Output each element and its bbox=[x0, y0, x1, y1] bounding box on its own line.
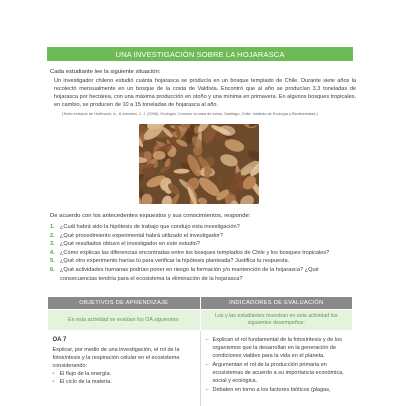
questions-lead: De acuerdo con los antecedentes expuestos y sus conocimientos, responde: bbox=[50, 213, 250, 219]
indicator-list bbox=[206, 336, 349, 394]
question-item bbox=[50, 232, 356, 241]
question-text: ¿Qué otro experimento harías tú para verificar la hipótesis planteada? Justifica tu respuesta. bbox=[60, 257, 356, 266]
question-item bbox=[50, 223, 356, 232]
indicator-item bbox=[206, 336, 349, 360]
question-number: 6. bbox=[50, 266, 60, 283]
situation-paragraph: Un investigador chileno estudió cuánta hojarasca se producía en un bosque templado de Chile. Durante siete años la recolectó mensualmente en un bosque de la costa de Valdivia. Encontró que al año se producían 3,3 toneladas de hojarasca por hectárea, con una máxima producción en otoño y una mínima en primavera. En algunos bosques tropicales, en cambio, se producen de 10 a 15 toneladas de hojarasca al año. bbox=[54, 78, 356, 110]
indicator-text: Argumentan el rol de la producción primaria en ecosistemas de acuerdo a su importancia económica, social y ecológica. bbox=[213, 361, 349, 385]
bullet-icon: • bbox=[53, 370, 60, 378]
question-number: 4. bbox=[50, 249, 60, 258]
oa-bullet-text: El ciclo de la materia. bbox=[60, 378, 112, 386]
indicator-item bbox=[206, 361, 349, 385]
question-number: 2. bbox=[50, 232, 60, 241]
question-text: ¿Cuál habrá sido la hipótesis de trabajo que condujo esta investigación? bbox=[60, 223, 356, 232]
oa-bullet bbox=[53, 370, 196, 378]
question-number: 3. bbox=[50, 240, 60, 249]
question-list bbox=[50, 223, 356, 283]
question-text: ¿Qué resultados obtuvo el investigador en este estudio? bbox=[60, 240, 356, 249]
oa-bullet-list bbox=[53, 370, 196, 386]
indicator-item bbox=[206, 386, 349, 394]
oa-bullet bbox=[53, 378, 196, 386]
section-banner: UNA INVESTIGACIÓN SOBRE LA HOJARASCA bbox=[47, 47, 353, 61]
indicator-text: Explican el rol fundamental de la fotosíntesis y de los organismos que la desarrollan en la generación de condiciones viables para la vida en el planeta. bbox=[213, 336, 349, 360]
evaluation-table bbox=[47, 296, 353, 406]
dash-icon: – bbox=[206, 361, 213, 385]
question-text: ¿Cómo explicas las diferencias encontradas entre los bosques templados de Chile y los bosques tropicales? bbox=[60, 249, 356, 258]
learning-objectives-subheader: En esta actividad se evalúan los OA siguientes: bbox=[48, 310, 201, 331]
evaluation-indicators-header: INDICADORES DE EVALUACIÓN bbox=[200, 297, 353, 310]
question-text: ¿Qué procedimiento experimental habrá utilizado el investigador? bbox=[60, 232, 356, 241]
oa-title: OA 7 bbox=[53, 336, 196, 344]
learning-objective-cell bbox=[48, 331, 201, 406]
intro-text: Cada estudiante lee la siguiente situación: bbox=[50, 69, 160, 75]
question-text: ¿Qué actividades humanas podrían poner en riesgo la formación y/o mantención de la hojarasca? ¿Qué consecuencias tendría para el ecosistema la eliminación de la hojarasca? bbox=[60, 266, 356, 283]
leaf-litter-image bbox=[139, 124, 259, 204]
dash-icon: – bbox=[206, 386, 213, 394]
dash-icon: – bbox=[206, 336, 213, 360]
question-item bbox=[50, 266, 356, 283]
question-item bbox=[50, 257, 356, 266]
evaluation-indicators-subheader: Los y las estudiantes muestran en esta actividad los siguientes desempeños: bbox=[200, 310, 353, 331]
oa-description: Explicar, por medio de una investigación, el rol de la fotosíntesis y la respiración celular en el ecosistema considerando: bbox=[53, 346, 196, 370]
oa-bullet-text: El flujo de la energía. bbox=[60, 370, 112, 378]
learning-objectives-header: OBJETIVOS DE APRENDIZAJE bbox=[48, 297, 201, 310]
indicator-text: Debaten en torno a los factores bióticos (plagas, bbox=[213, 386, 331, 394]
bullet-icon: • bbox=[53, 378, 60, 386]
source-citation: (Texto extraído de Hoffmann, A., & Armesto, J. J. (2008). Ecología: Conocer la casa de todos. Santiago, Chile: Instituto de Ecología y Biodiversidad.) bbox=[62, 111, 357, 116]
question-number: 5. bbox=[50, 257, 60, 266]
question-item bbox=[50, 240, 356, 249]
leaf-litter-photo bbox=[139, 124, 259, 204]
question-item bbox=[50, 249, 356, 258]
question-number: 1. bbox=[50, 223, 60, 232]
indicators-cell bbox=[200, 331, 353, 406]
